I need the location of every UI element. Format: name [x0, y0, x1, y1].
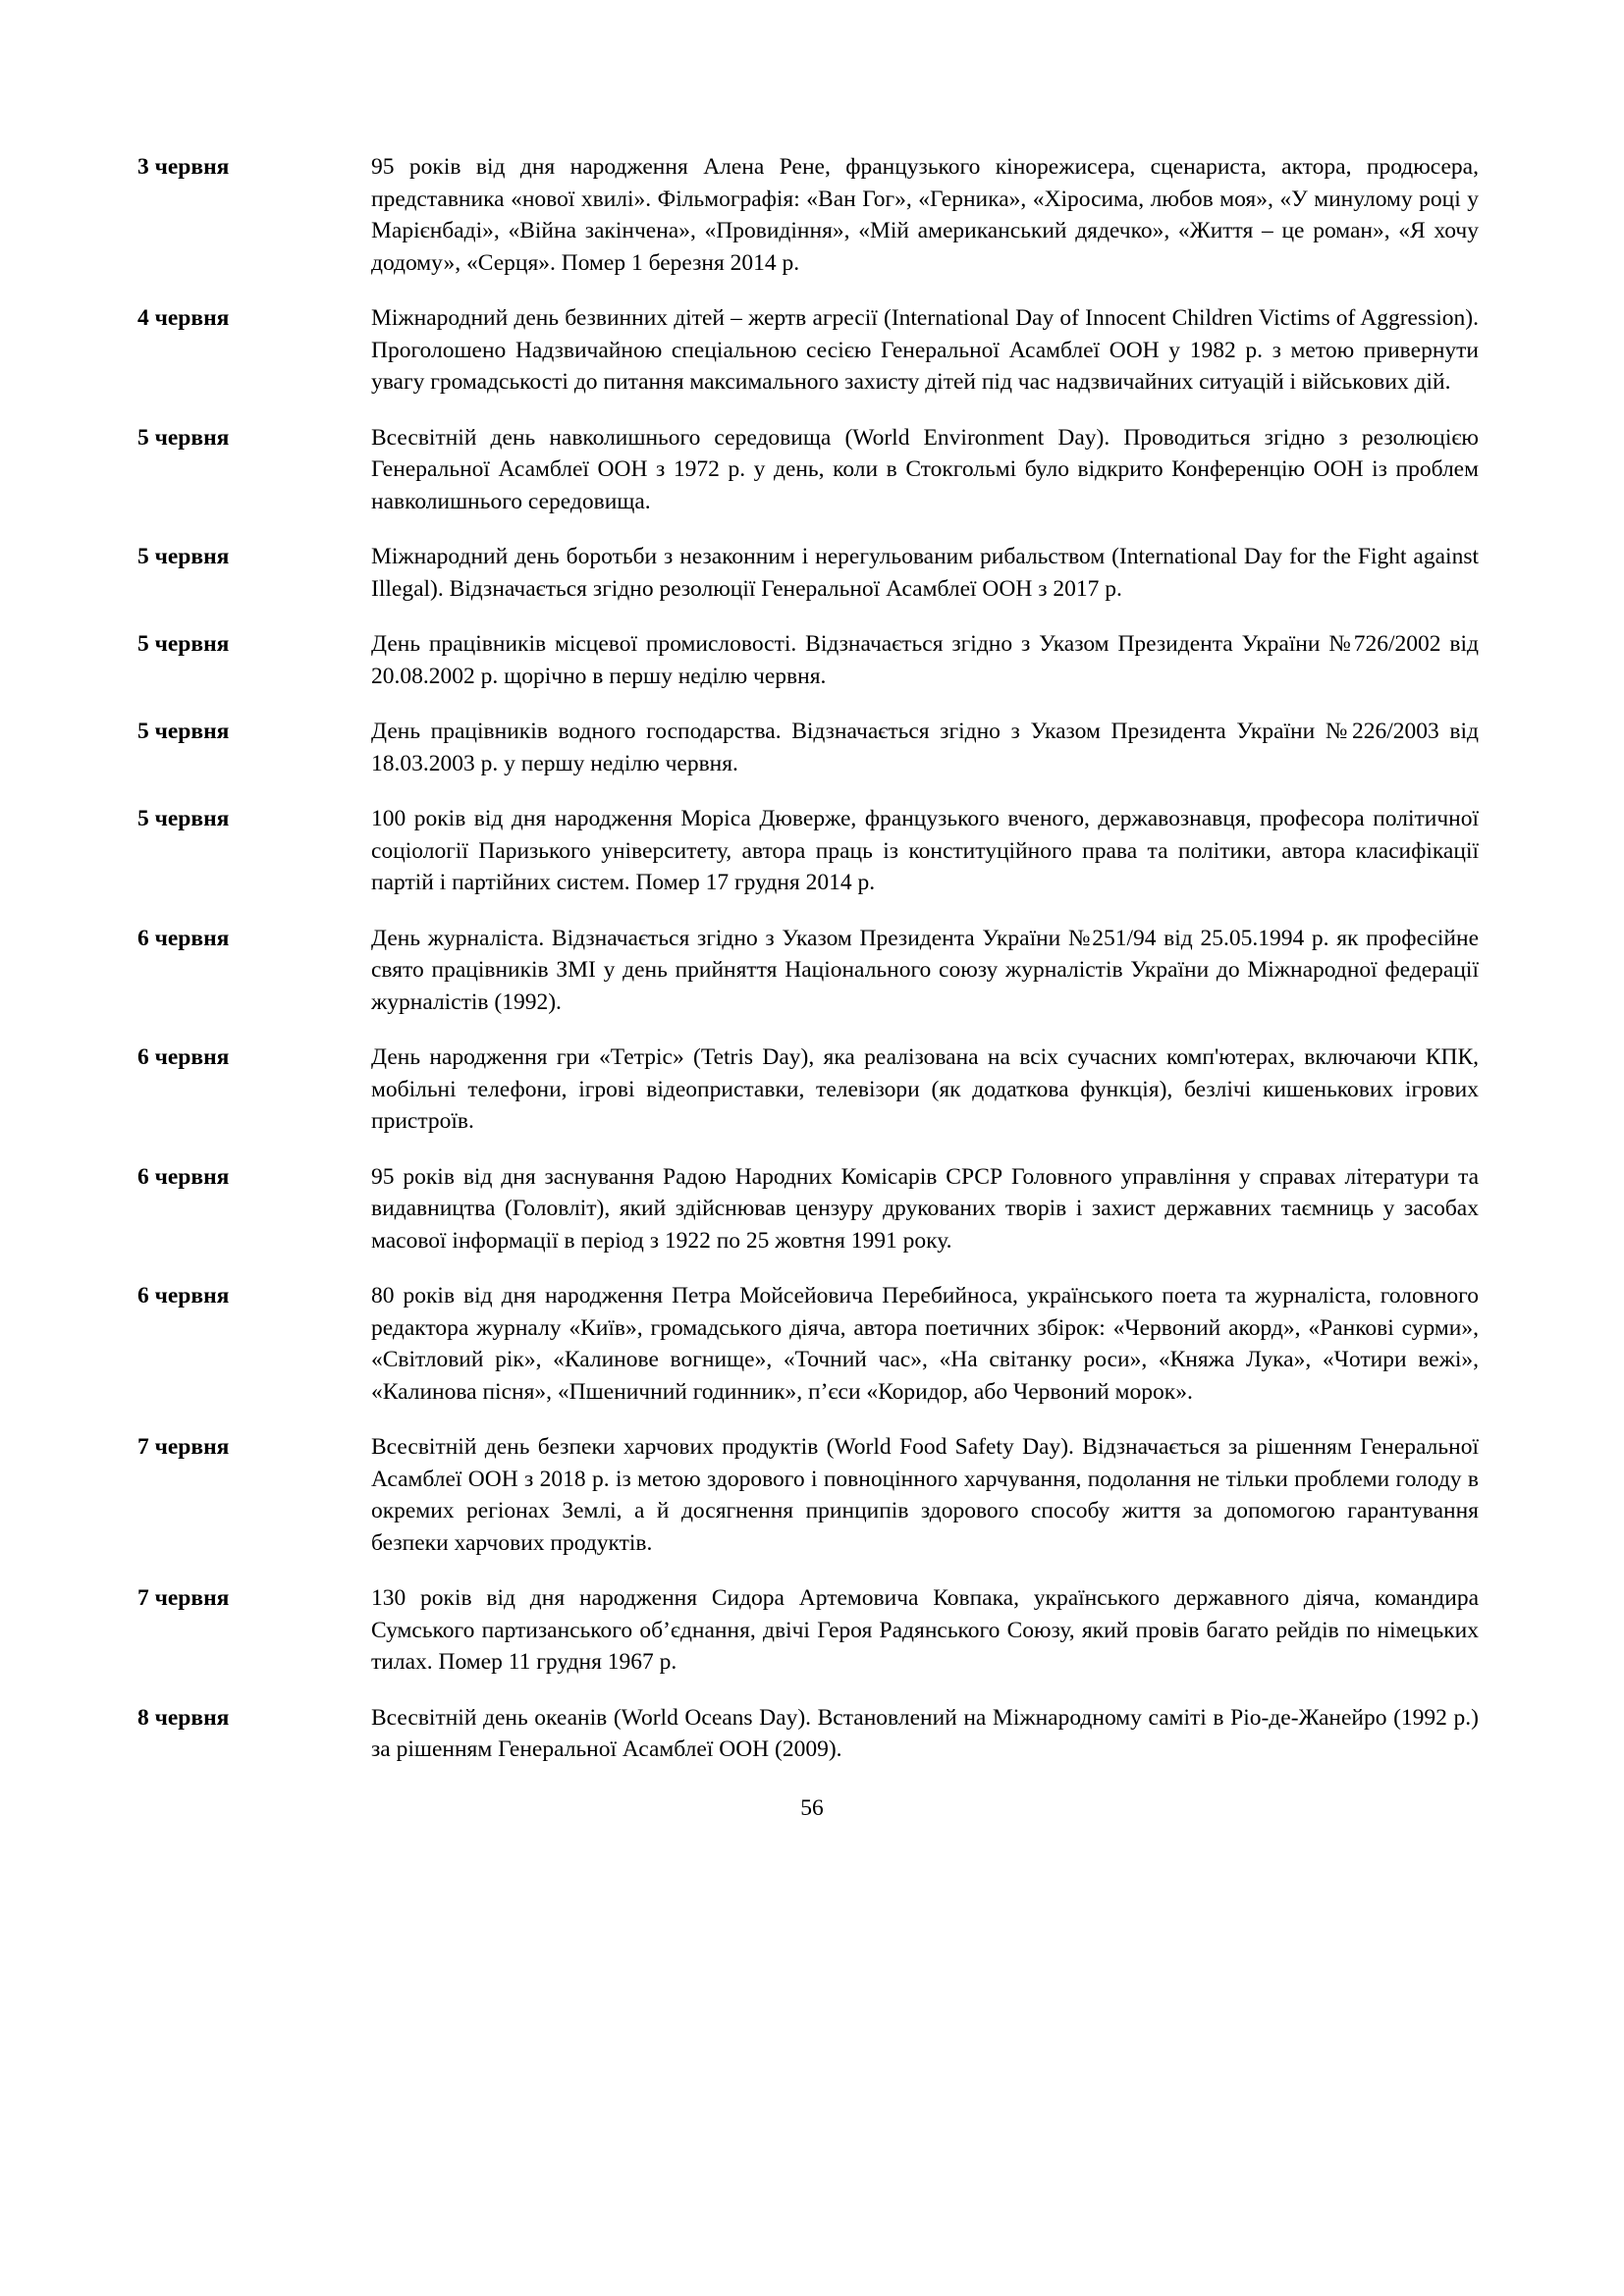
entry-description: Міжнародний день боротьби з незаконним і нерегульованим рибальством (International Day for the Fight against Illegal). Відзначається згідно резолюції Генеральної Асамблеї ООН з 2017 р.	[371, 544, 1479, 602]
entry-date: 6 червня	[137, 1044, 230, 1070]
calendar-entry	[137, 1161, 1479, 1257]
entry-description: День працівників водного господарства. Відзначається згідно з Указом Президента України №226/2003 від 18.03.2003 р. у першу неділю червня.	[371, 719, 1479, 776]
entry-description: День працівників місцевої промисловості. Відзначається згідно з Указом Президента України №726/2002 від 20.08.2002 р. щорічно в першу неділю червня.	[371, 631, 1479, 689]
calendar-entry	[137, 1280, 1479, 1408]
entry-date: 6 червня	[137, 1163, 230, 1190]
calendar-entry	[137, 1582, 1479, 1679]
entry-date: 7 червня	[137, 1434, 230, 1460]
entry-description: 130 років від дня народження Сидора Артемовича Ковпака, українського державного діяча, командира Сумського партизанського об’єднання, двічі Героя Радянського Союзу, який провів багато рейдів по німецьких тилах. Помер 11 грудня 1967 р.	[371, 1585, 1479, 1675]
entry-description: Міжнародний день безвинних дітей – жертв агресії (International Day of Innocent Children Victims of Aggression). Проголошено Надзвичайною спеціальною сесією Генеральної Асамблеї ООН у 1982 р. з метою привернути увагу громадськості до питання максимального захисту дітей під час надзвичайних ситуацій і військових дій.	[371, 305, 1479, 395]
calendar-entry	[137, 716, 1479, 779]
entry-date: 5 червня	[137, 631, 230, 657]
entry-description: 100 років від дня народження Моріса Дюверже, французького вченого, державознавця, професора політичної соціології Паризького університету, автора праць із конституційного права та політики, автора класифікації партій і партійних систем. Помер 17 грудня 2014 р.	[371, 806, 1479, 895]
entry-date: 6 червня	[137, 925, 230, 951]
entry-date: 6 червня	[137, 1283, 230, 1308]
calendar-entry	[137, 302, 1479, 399]
calendar-entry	[137, 803, 1479, 899]
entry-description: Всесвітній день безпеки харчових продуктів (World Food Safety Day). Відзначається за рішенням Генеральної Асамблеї ООН з 2018 р. із метою здорового і повноцінного харчування, подолання не тільки проблеми голоду в окремих регіонах Землі, а й досягнення принципів здорового способу життя за допомогою гарантування безпеки харчових продуктів.	[371, 1434, 1479, 1556]
entry-date: 5 червня	[137, 544, 230, 569]
calendar-entry	[137, 1702, 1479, 1766]
entry-date: 8 червня	[137, 1704, 230, 1731]
calendar-entry	[137, 628, 1479, 692]
entry-date: 4 червня	[137, 305, 230, 331]
entry-description: 95 років від дня народження Алена Рене, французького кінорежисера, сценариста, актора, продюсера, представника «нової хвилі». Фільмографія: «Ван Гог», «Герника», «Хіросима, любов моя», «У минулому році у Марієнбаді», «Війна закінчена», «Провидіння», «Мій американський дядечко», «Життя – це роман», «Я хочу додому», «Серця». Помер 1 березня 2014 р.	[371, 154, 1479, 276]
entry-description: 80 років від дня народження Петра Мойсейовича Перебийноса, українського поета та журналіста, головного редактора журналу «Київ», громадського діяча, автора поетичних збірок: «Червоний акорд», «Ранкові сурми», «Світловий рік», «Калинове вогнище», «Точний час», «На світанку роси», «Княжа Лука», «Чотири вежі», «Калинова пісня», «Пшеничний годинник», п’єси «Коридор, або Червоний морок».	[371, 1283, 1479, 1405]
calendar-entry	[137, 923, 1479, 1019]
entry-date: 7 червня	[137, 1585, 230, 1611]
calendar-entry	[137, 151, 1479, 279]
entry-date: 5 червня	[137, 719, 230, 744]
entry-date: 5 червня	[137, 424, 230, 451]
entry-date: 5 червня	[137, 806, 230, 831]
entry-description: День народження гри «Тетріс» (Tetris Day), яка реалізована на всіх сучасних комп'ютерах, включаючи КПК, мобільні телефони, ігрові відеоприставки, телевізори (як додаткова функція), безлічі кишенькових ігрових пристроїв.	[371, 1044, 1479, 1134]
entry-description: Всесвітній день навколишнього середовища (World Environment Day). Проводиться згідно з резолюцією Генеральної Асамблеї ООН з 1972 р. у день, коли в Стокгольмі було відкрито Конференцію ООН із проблем навколишнього середовища.	[371, 424, 1479, 514]
page-number: 56	[800, 1795, 824, 1821]
calendar-entry	[137, 422, 1479, 518]
entry-description: День журналіста. Відзначається згідно з Указом Президента України №251/94 від 25.05.1994 р. як професійне свято працівників ЗМІ у день прийняття Національного союзу журналістів України до Міжнародної федерації журналістів (1992).	[371, 925, 1479, 1015]
entry-description: 95 років від дня заснування Радою Народних Комісарів СРСР Головного управління у справах літератури та видавництва (Головліт), який здійснював цензуру друкованих творів і захист державних таємниць у засобах масової інформації в період з 1922 по 25 жовтня 1991 року.	[371, 1163, 1479, 1254]
entry-date: 3 червня	[137, 154, 230, 180]
entry-description: Всесвітній день океанів (World Oceans Day). Встановлений на Міжнародному саміті в Ріо-де-Жанейро (1992 р.) за рішенням Генеральної Асамблеї ООН (2009).	[371, 1704, 1479, 1762]
calendar-entry	[137, 1041, 1479, 1138]
calendar-entries-list	[137, 151, 1479, 1789]
calendar-entry	[137, 1431, 1479, 1559]
calendar-entry	[137, 541, 1479, 605]
